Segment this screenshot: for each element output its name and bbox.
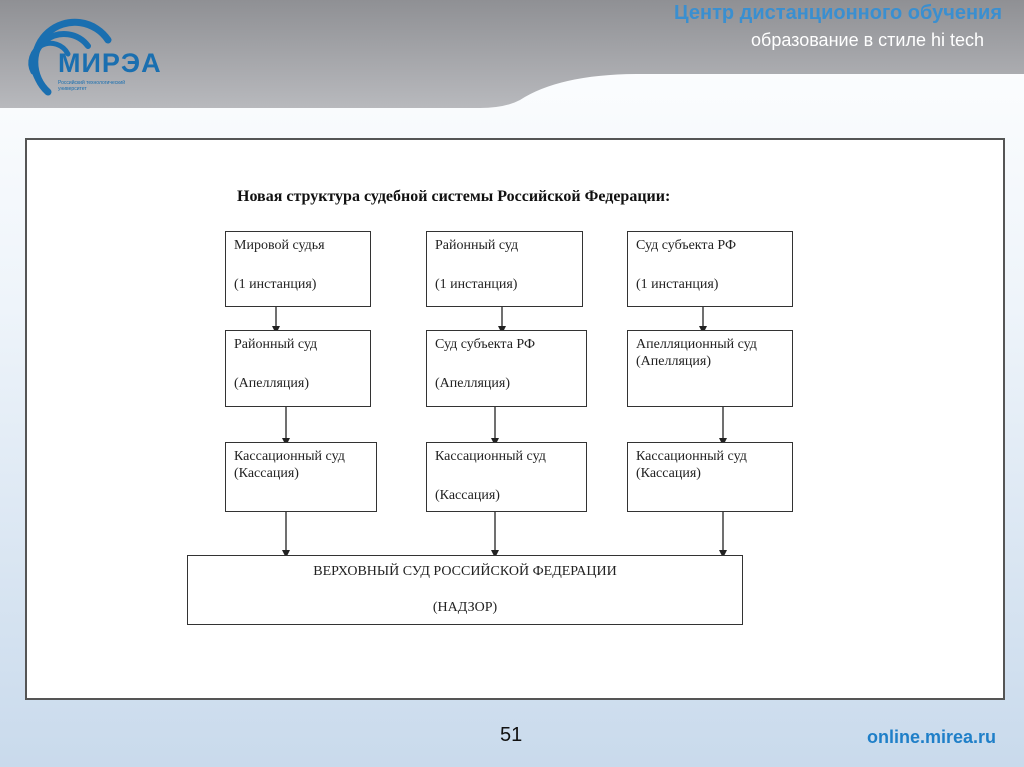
logo-subtitle: Российский технологический университет [58,80,126,92]
box-cassation-court-3 [627,442,793,512]
diagram-frame [25,138,1005,700]
box-note: (Кассация) [234,466,299,481]
page-number: 51 [500,724,523,746]
box-note: (Кассация) [435,488,500,503]
box-label: Апелляционный суд [636,337,757,352]
footer-link[interactable]: online.mirea.ru [866,727,996,747]
box-label: Кассационный суд [435,449,546,464]
box-note: (Апелляция) [435,376,510,391]
box-label: Суд субъекта РФ [636,238,737,253]
box-label: Суд субъекта РФ [435,337,536,352]
box-label: Кассационный суд [636,449,747,464]
box-note: (1 инстанция) [234,277,317,292]
box-regional-court-appeal [426,330,587,407]
header-subtitle: образование в стиле hi tech [751,30,984,50]
box-appellate-court [627,330,793,407]
box-label: Кассационный суд [234,449,345,464]
header-title: Центр дистанционного обучения [674,2,1002,24]
logo-text: МИРЭА [58,48,162,78]
box-note: (Кассация) [636,466,701,481]
box-note: (Апелляция) [636,354,711,369]
box-district-court-first [426,231,583,307]
box-label: ВЕРХОВНЫЙ СУД РОССИЙСКОЙ ФЕДЕРАЦИИ [313,564,617,579]
box-note: (Апелляция) [234,376,309,391]
diagram-title: Новая структура судебной системы Российской Федерации: [237,188,671,205]
box-label: Мировой судья [234,238,325,253]
box-cassation-court-2 [426,442,587,512]
box-note: (1 инстанция) [435,277,518,292]
box-cassation-court-1 [225,442,377,512]
mirea-logo[interactable] [0,0,200,108]
box-label: Районный суд [234,337,318,352]
box-note: (1 инстанция) [636,277,719,292]
box-note: (НАДЗОР) [432,600,498,615]
box-regional-court-first [627,231,793,307]
box-district-court-appeal [225,330,371,407]
box-label: Районный суд [435,238,519,253]
header [0,0,1024,108]
box-magistrate-judge [225,231,371,307]
box-supreme-court [187,555,743,625]
